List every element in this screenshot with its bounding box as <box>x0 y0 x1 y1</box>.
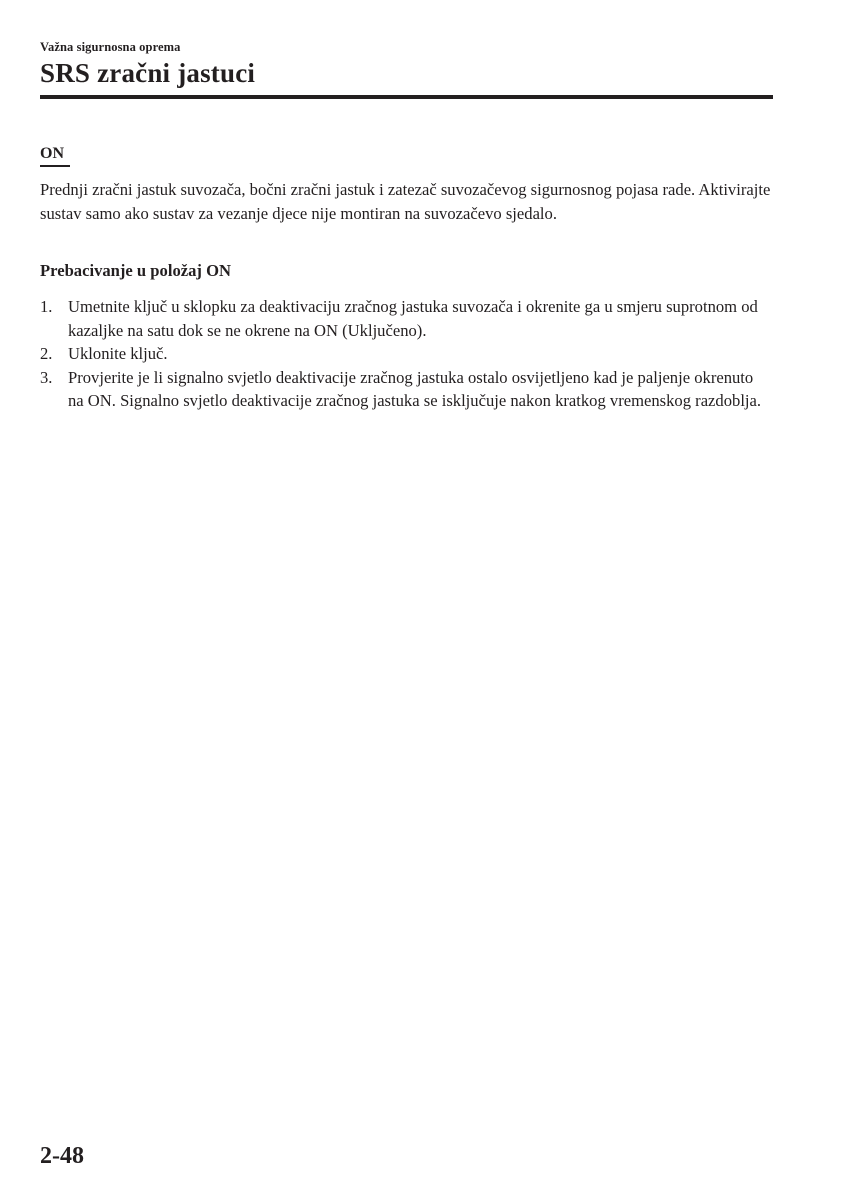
page-title: SRS zračni jastuci <box>40 58 256 88</box>
procedure-steps <box>40 295 770 413</box>
step-number: 3. <box>40 367 53 387</box>
step-text: Provjerite je li signalno svjetlo deaktivacije zračnog jastuka ostalo osvijetljeno kad je paljenje okrenuto na ON. Signalno svjetlo deaktivacije zračnog jastuka se isključuje nakon kratkog vremenskog razdoblja. <box>68 367 762 410</box>
step-number: 2. <box>40 344 53 363</box>
chapter-label: Važna sigurnosna oprema <box>40 40 181 54</box>
step-text: Umetnite ključ u sklopku za deaktivaciju zračnog jastuka suvozača i okrenite ga u smjeru suprotnom od kazaljke na satu dok se ne okrene na ON (Uključeno). <box>68 297 758 340</box>
step-text: Uklonite ključ. <box>68 344 168 363</box>
list-item <box>40 342 770 366</box>
step-number: 1. <box>40 297 53 316</box>
section-heading-underline <box>40 165 70 167</box>
title-divider <box>40 95 773 99</box>
procedure-title: Prebacivanje u položaj ON <box>40 261 231 280</box>
list-item <box>40 295 770 342</box>
intro-paragraph: Prednji zračni jastuk suvozača, bočni zračni jastuk i zatezač suvozačevog sigurnosnog pojasa rade. Aktivirajte sustav samo ako sustav za vezanje djece nije montiran na suvozačevo sjedalo. <box>40 180 771 223</box>
list-item <box>40 366 770 413</box>
page-number: 2-48 <box>40 1143 84 1169</box>
section-heading-text: ON <box>40 145 64 162</box>
section-heading <box>40 143 70 167</box>
